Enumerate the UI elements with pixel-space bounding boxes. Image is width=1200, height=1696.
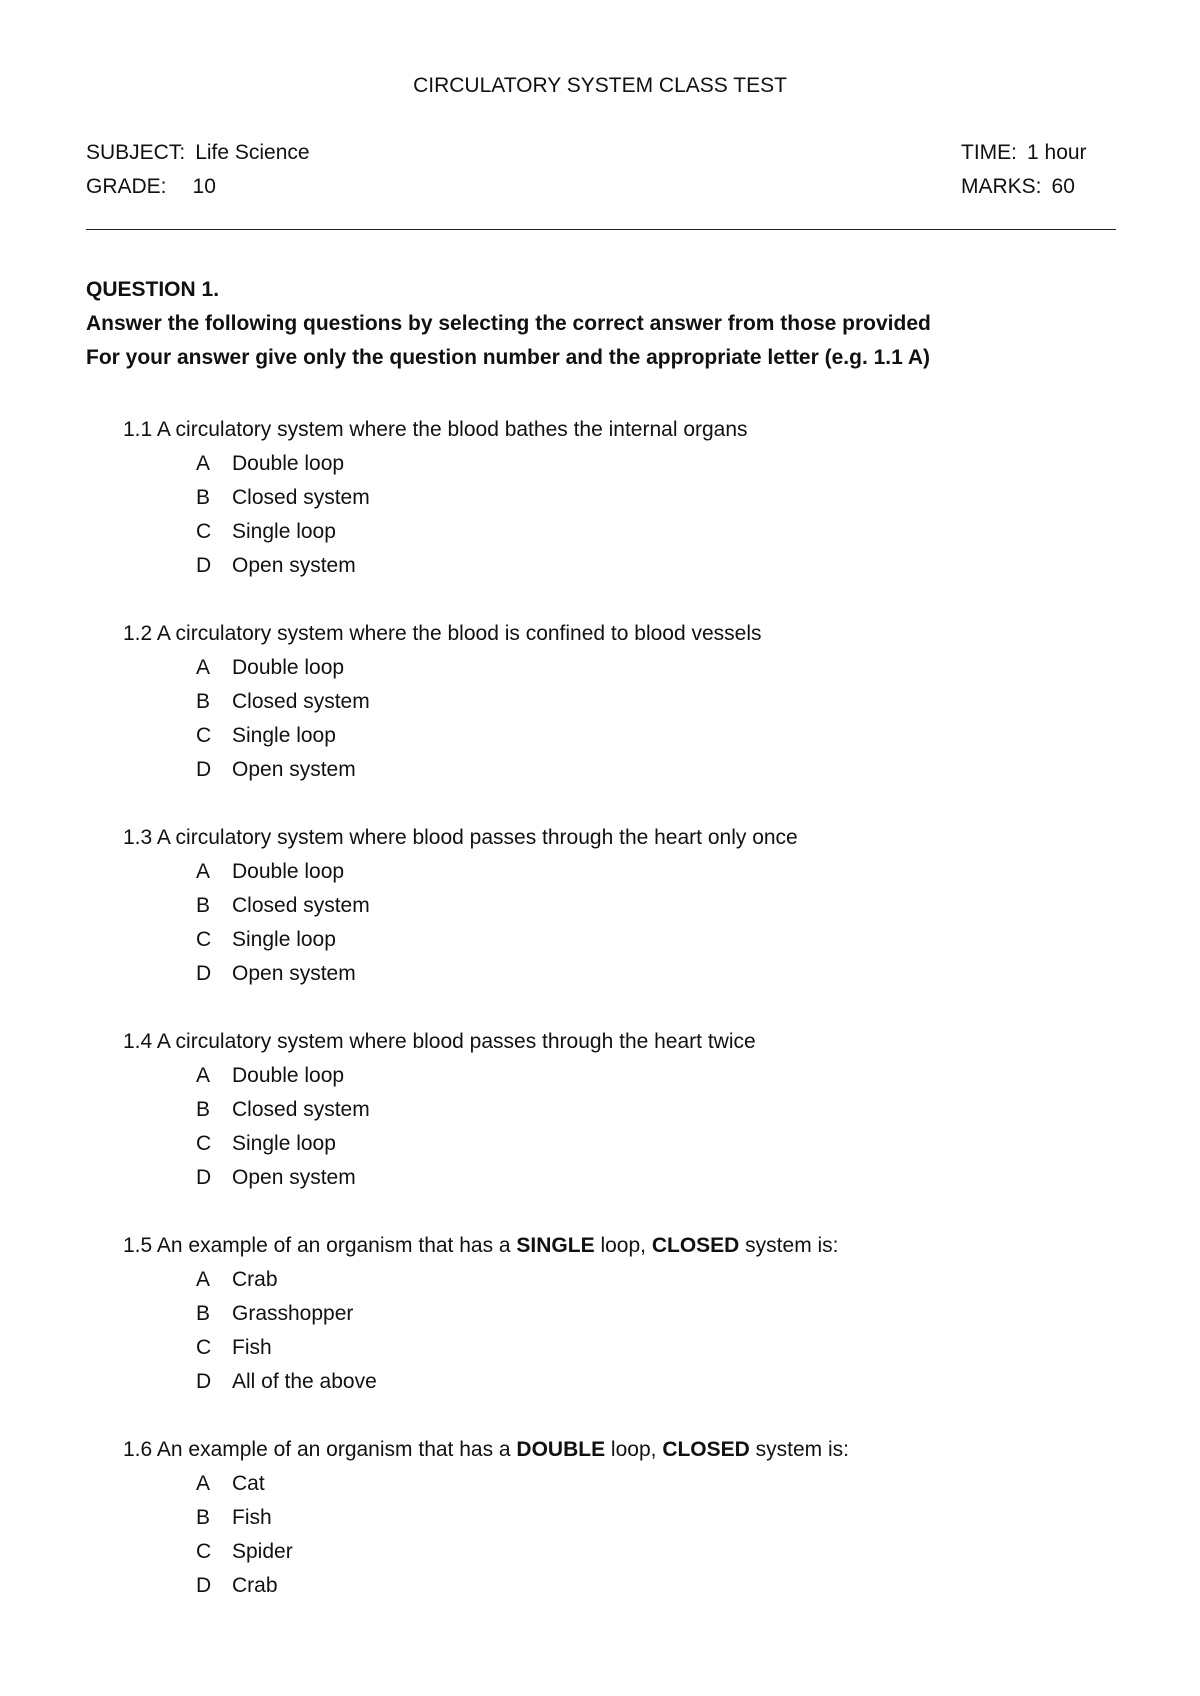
option-text: Closed system bbox=[232, 894, 370, 917]
stem-text: A circulatory system where the blood is confined to blood vessels bbox=[152, 622, 762, 645]
option-letter: C bbox=[196, 1132, 212, 1155]
answer-option bbox=[123, 719, 1123, 753]
answer-option bbox=[123, 1127, 1123, 1161]
option-letter: B bbox=[196, 1098, 211, 1121]
option-letter: C bbox=[196, 520, 212, 543]
option-letter: D bbox=[196, 1370, 212, 1393]
option-text: Double loop bbox=[232, 452, 345, 475]
grade-label: GRADE: bbox=[86, 175, 167, 198]
answer-option bbox=[123, 549, 1123, 583]
option-text: Grasshopper bbox=[232, 1302, 354, 1325]
grade-row bbox=[86, 175, 1116, 203]
answer-option bbox=[123, 923, 1123, 957]
instruction-line-1: Answer the following questions by selecting the correct answer from those provided bbox=[86, 312, 931, 335]
answer-option bbox=[123, 685, 1123, 719]
stem-emphasis: DOUBLE bbox=[516, 1438, 606, 1461]
stem-text: A circulatory system where blood passes through the heart only once bbox=[152, 826, 798, 849]
stem-emphasis: CLOSED bbox=[651, 1234, 740, 1257]
answer-option bbox=[123, 753, 1123, 787]
option-letter: D bbox=[196, 1166, 212, 1189]
option-letter: A bbox=[196, 656, 211, 679]
option-text: Fish bbox=[232, 1506, 272, 1529]
question-stem bbox=[123, 821, 1123, 855]
option-letter: B bbox=[196, 1506, 211, 1529]
option-text: Single loop bbox=[232, 520, 336, 543]
option-text: Fish bbox=[232, 1336, 272, 1359]
option-text: Spider bbox=[232, 1540, 293, 1563]
option-text: Crab bbox=[232, 1574, 278, 1597]
question-item bbox=[123, 413, 1123, 583]
answer-option bbox=[123, 515, 1123, 549]
option-letter: A bbox=[196, 1268, 211, 1291]
marks-value: 60 bbox=[1051, 175, 1075, 198]
option-text: Crab bbox=[232, 1268, 278, 1291]
option-letter: C bbox=[196, 724, 212, 747]
question-stem bbox=[123, 1433, 1123, 1467]
question-item bbox=[123, 617, 1123, 787]
marks-label: MARKS: bbox=[961, 175, 1042, 198]
page-title: CIRCULATORY SYSTEM CLASS TEST bbox=[413, 74, 787, 97]
stem-text: loop, bbox=[605, 1438, 663, 1461]
option-text: Open system bbox=[232, 962, 356, 985]
stem-text: loop, bbox=[594, 1234, 652, 1257]
time-field bbox=[961, 141, 1087, 165]
answer-option bbox=[123, 447, 1123, 481]
option-letter: C bbox=[196, 928, 212, 951]
question-stem bbox=[123, 1025, 1123, 1059]
option-letter: A bbox=[196, 1472, 211, 1495]
option-letter: B bbox=[196, 894, 211, 917]
stem-text: system is: bbox=[739, 1234, 839, 1257]
answer-option bbox=[123, 1161, 1123, 1195]
option-text: Double loop bbox=[232, 860, 345, 883]
question-number: 1.2 bbox=[123, 622, 153, 645]
answer-option bbox=[123, 889, 1123, 923]
option-text: Open system bbox=[232, 1166, 356, 1189]
option-letter: C bbox=[196, 1336, 212, 1359]
answer-option bbox=[123, 957, 1123, 991]
question-stem bbox=[123, 1229, 1123, 1263]
option-letter: A bbox=[196, 1064, 211, 1087]
question-number: 1.6 bbox=[123, 1438, 153, 1461]
stem-text: An example of an organism that has a bbox=[152, 1438, 517, 1461]
answer-option bbox=[123, 1467, 1123, 1501]
question-item bbox=[123, 821, 1123, 991]
subject-row bbox=[86, 141, 1116, 169]
question-stem bbox=[123, 413, 1123, 447]
answer-option bbox=[123, 1501, 1123, 1535]
marks-field bbox=[961, 175, 1075, 199]
question-stem bbox=[123, 617, 1123, 651]
stem-emphasis: SINGLE bbox=[516, 1234, 595, 1257]
answer-option bbox=[123, 651, 1123, 685]
option-letter: B bbox=[196, 486, 211, 509]
option-text: Open system bbox=[232, 758, 356, 781]
answer-option bbox=[123, 855, 1123, 889]
option-text: Closed system bbox=[232, 690, 370, 713]
stem-text: A circulatory system where blood passes through the heart twice bbox=[152, 1030, 756, 1053]
option-letter: B bbox=[196, 690, 211, 713]
answer-option bbox=[123, 1569, 1123, 1603]
question-item bbox=[123, 1229, 1123, 1399]
option-text: Closed system bbox=[232, 486, 370, 509]
stem-text: system is: bbox=[749, 1438, 850, 1461]
option-text: All of the above bbox=[232, 1370, 377, 1393]
option-letter: D bbox=[196, 962, 212, 985]
stem-emphasis: CLOSED bbox=[662, 1438, 750, 1461]
question-number: 1.4 bbox=[123, 1030, 153, 1053]
answer-option bbox=[123, 1093, 1123, 1127]
question-item bbox=[123, 1025, 1123, 1195]
grade-field bbox=[86, 175, 216, 199]
option-text: Single loop bbox=[232, 928, 336, 951]
header-divider bbox=[86, 229, 1116, 230]
answer-option bbox=[123, 1059, 1123, 1093]
question-number: 1.3 bbox=[123, 826, 153, 849]
option-text: Single loop bbox=[232, 724, 336, 747]
stem-text: An example of an organism that has a bbox=[152, 1234, 517, 1257]
subject-field bbox=[86, 141, 310, 165]
time-value: 1 hour bbox=[1027, 141, 1087, 164]
option-letter: D bbox=[196, 1574, 212, 1597]
option-letter: D bbox=[196, 758, 212, 781]
option-letter: A bbox=[196, 860, 211, 883]
question-number: 1.5 bbox=[123, 1234, 153, 1257]
time-label: TIME: bbox=[961, 141, 1017, 164]
stem-text: A circulatory system where the blood bathes the internal organs bbox=[152, 418, 748, 441]
option-text: Double loop bbox=[232, 1064, 345, 1087]
grade-value: 10 bbox=[192, 175, 216, 198]
option-text: Double loop bbox=[232, 656, 345, 679]
answer-option bbox=[123, 1535, 1123, 1569]
question-number: 1.1 bbox=[123, 418, 153, 441]
option-letter: B bbox=[196, 1302, 211, 1325]
option-letter: D bbox=[196, 554, 212, 577]
answer-option bbox=[123, 1263, 1123, 1297]
question-heading: QUESTION 1. bbox=[86, 278, 220, 301]
question-item bbox=[123, 1433, 1123, 1603]
answer-option bbox=[123, 1365, 1123, 1399]
instruction-line-2: For your answer give only the question number and the appropriate letter (e.g. 1.1 A) bbox=[86, 346, 931, 369]
option-text: Cat bbox=[232, 1472, 265, 1495]
subject-value: Life Science bbox=[195, 141, 310, 164]
option-letter: A bbox=[196, 452, 211, 475]
option-text: Closed system bbox=[232, 1098, 370, 1121]
answer-option bbox=[123, 1297, 1123, 1331]
option-text: Open system bbox=[232, 554, 356, 577]
answer-option bbox=[123, 481, 1123, 515]
answer-option bbox=[123, 1331, 1123, 1365]
subject-label: SUBJECT: bbox=[86, 141, 186, 164]
option-letter: C bbox=[196, 1540, 212, 1563]
option-text: Single loop bbox=[232, 1132, 336, 1155]
